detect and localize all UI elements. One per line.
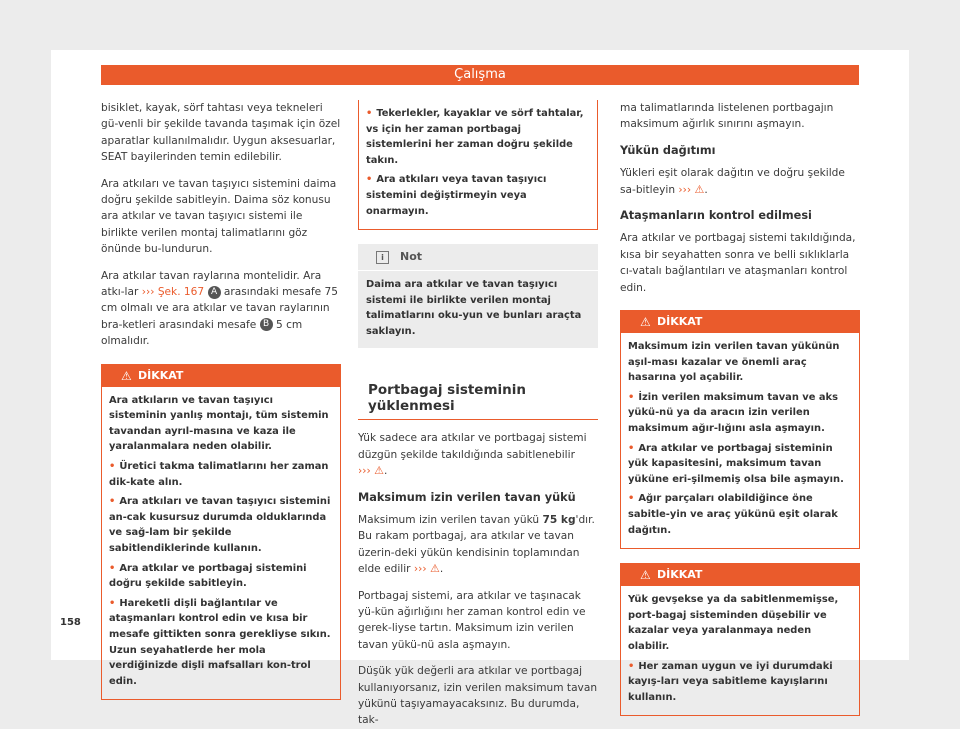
- list-item: • Ara atkılar ve portbagaj sisteminin yük kapasitesini, maksimum tavan yüküne eri-şilmemiş olsa bile aşmayın.: [628, 442, 844, 485]
- warning-header: [621, 311, 859, 333]
- paragraph: Düşük yük değerli ara atkılar ve portbagaj kullanıyorsanız, izin verilen maksimum tavan yükünü taşıyamayacaksınız. Bu durumda, tak-: [358, 665, 598, 727]
- info-icon: i: [376, 251, 389, 264]
- bullet-icon: •: [366, 174, 373, 186]
- warning-body: [621, 333, 859, 548]
- warning-body: [359, 100, 597, 229]
- bullet-icon: •: [628, 660, 635, 672]
- callout-a: A: [208, 286, 221, 299]
- text: Ara atkılar tavan raylarına montelidir. Ara atkı-lar: [101, 269, 322, 299]
- list-item: • Ara atkıları ve tavan taşıyıcı sistemini an-cak kusursuz durumda olduklarında ve sağ-lam bir şekilde sabitlendiklerinde kullanın.: [109, 496, 331, 555]
- paragraph: ma talimatlarında listelenen portbagajın maksimum ağırlık sınırını aşmayın.: [620, 102, 834, 131]
- list-item: • Hareketli dişli bağlantılar ve ataşmanları kontrol edin ve kısa bir mesafe gittikten sonra gerekliyse sıkın. Uzun seyahatlerde her mola verdiğinizde dişli mafsalları kon-trol edin.: [109, 597, 331, 687]
- column-1: [101, 100, 341, 710]
- bullet-icon: •: [628, 442, 635, 454]
- warning-box-continued: [358, 100, 598, 230]
- warning-box: [620, 310, 860, 549]
- warning-header: [102, 365, 340, 387]
- warning-box: [101, 364, 341, 701]
- warning-title: DİKKAT: [138, 368, 184, 382]
- paragraph: Ara atkıları ve tavan taşıyıcı sistemini daima doğru şekilde sabitleyin. Daima söz konusu ara atkılar ve tavan taşıyıcı sistemi ile birlikte verilen montaj talimatlarını göz önünde bu-lundurun.: [101, 177, 337, 256]
- subheading: Yükün dağıtımı: [620, 143, 716, 157]
- ref-arrows: ›››: [358, 465, 371, 478]
- warning-intro: Ara atkıların ve tavan taşıyıcı sisteminin yanlış montajı, tüm sistemin tavandan ayrıl-masına ve kaza ile yaralanmalara neden olabilir.: [109, 394, 329, 453]
- weight-value: 75 kg: [542, 513, 576, 526]
- warning-icon: ⚠: [121, 368, 132, 383]
- list-item: • İzin verilen maksimum tavan ve aks yükü-nü ya da aracın izin verilen maksimum ağır-lığını asla aşmayın.: [628, 391, 838, 435]
- bullet-icon: •: [109, 597, 116, 609]
- paragraph: Yükleri eşit olarak dağıtın ve doğru şekilde sa-bitleyin ››› ⚠.: [620, 167, 845, 196]
- paragraph: [101, 268, 341, 350]
- warning-header: [621, 564, 859, 586]
- warning-icon: ⚠: [640, 568, 651, 583]
- warning-intro: Yük gevşekse ya da sabitlenmemişse, port-bagaj sisteminden düşebilir ve kazalar veya yaralanmaya neden olabilir.: [628, 594, 839, 652]
- note-body: Daima ara atkılar ve tavan taşıyıcı sistemi ile birlikte verilen montaj talimatlarını oku-yun ve bunları araçta saklayın.: [366, 279, 582, 337]
- bullet-icon: •: [628, 391, 635, 403]
- warning-intro: Maksimum izin verilen tavan yükünün aşıl-ması kazalar ve önemli araç hasarına yol açabilir.: [628, 341, 840, 384]
- paragraph: bisiklet, kayak, sörf tahtası veya tekneleri gü-venli bir şekilde tavanda taşımak için özel aparatlar kullanılmalıdır. Uygun aksesuarlar, SEAT bayilerinden temin edilebilir.: [101, 102, 341, 164]
- ref-arrows: ›››: [141, 286, 155, 299]
- text: arasındaki mesafe 75 cm olmalı ve ara atkılar ve tavan raylarının bra-ketleri arasındaki mesafe: [101, 286, 339, 331]
- bullet-icon: •: [628, 493, 635, 505]
- warning-box: [620, 563, 860, 716]
- page-header: Çalışma: [101, 65, 859, 85]
- warning-title: DİKKAT: [657, 568, 703, 582]
- bullet-icon: •: [109, 562, 116, 574]
- list-item: • Üretici takma talimatlarını her zaman dik-kate alın.: [109, 461, 329, 488]
- ref-arrows: ›››: [678, 183, 692, 196]
- note-title: Not: [400, 250, 423, 264]
- subheading: Maksimum izin verilen tavan yükü: [358, 490, 576, 504]
- list-item: • Her zaman uygun ve iyi durumdaki kayış-ları veya sabitleme kayışlarını kullanın.: [628, 660, 833, 703]
- bullet-icon: •: [366, 108, 373, 119]
- warning-icon: ⚠: [374, 464, 384, 478]
- column-3: [620, 100, 860, 726]
- note-header: [358, 244, 598, 271]
- ref-arrows: ›››: [413, 563, 427, 576]
- warning-icon: ⚠: [640, 315, 651, 330]
- figure-link[interactable]: Şek. 167: [157, 286, 205, 299]
- list-item: • Ağır parçaları olabildiğince öne sabitle-yin ve araç yükünü eşit olarak dağıtın.: [628, 493, 838, 536]
- bullet-icon: •: [109, 496, 116, 508]
- warning-icon: ⚠: [694, 182, 705, 196]
- warning-icon: ⚠: [429, 562, 440, 576]
- paragraph: Yük sadece ara atkılar ve portbagaj sistemi düzgün şekilde takıldığında sabitlenebilir ››› ⚠.: [358, 432, 587, 478]
- paragraph: Portbagaj sistemi, ara atkılar ve taşınacak yü-kün ağırlığını her zaman kontrol edin ve gerek-liyse tartın. Maksimum izin verilen tavan yükü-nü asla aşmayın.: [358, 589, 586, 651]
- text: 5 cm olmalıdır.: [101, 318, 303, 348]
- list-item: • Ara atkıları veya tavan taşıyıcı sistemini değiştirmeyin veya onarmayın.: [366, 174, 547, 217]
- list-item: • Tekerlekler, kayaklar ve sörf tahtalar, vs için her zaman portbagaj sistemlerini her zaman doğru şekilde takın.: [366, 108, 584, 166]
- note-box: [358, 244, 598, 347]
- paragraph: Maksimum izin verilen tavan yükü 75 kg'dır. Bu rakam portbagaj, ara atkılar ve tavan üzerin-deki yükün kendisinin toplamından elde edilir ››› ⚠.: [358, 513, 595, 576]
- warning-body: [621, 586, 859, 715]
- warning-title: DİKKAT: [657, 315, 703, 329]
- bullet-icon: •: [109, 461, 116, 473]
- page-number: 158: [60, 617, 81, 628]
- subheading: Ataşmanların kontrol edilmesi: [620, 209, 812, 223]
- callout-b: B: [260, 318, 273, 331]
- column-2: [358, 100, 598, 729]
- list-item: • Ara atkılar ve portbagaj sistemini doğru şekilde sabitleyin.: [109, 562, 307, 590]
- section-title: Portbagaj sisteminin yüklenmesi: [358, 374, 598, 421]
- paragraph: Ara atkılar ve portbagaj sistemi takıldığında, kısa bir seyahatten sonra ve belli sıklıklarla cı-vatalı bağlantıları ve ataşmanları kontrol edin.: [620, 232, 856, 294]
- warning-body: [102, 387, 340, 700]
